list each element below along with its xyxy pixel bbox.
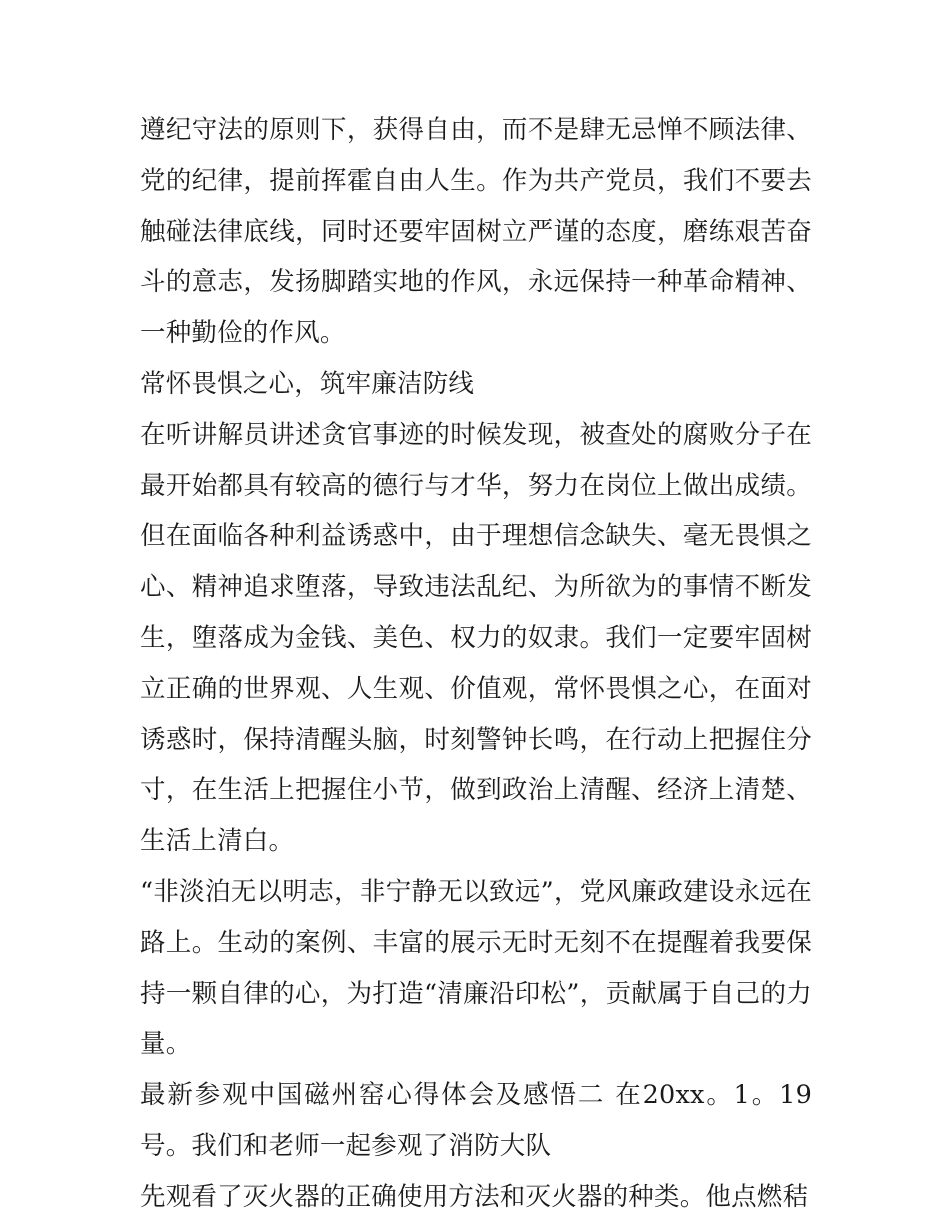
- paragraph-self-discipline: 遵纪守法的原则下，获得自由，而不是肆无忌惮不顾法律、党的纪律，提前挥霍自由人生。作为共产党员，我们不要去触碰法律底线，同时还要牢固树立严谨的态度，磨练艰苦奋斗的意志，发扬脚踏实地的作风，永远保持一种革命精神、一种勤俭的作风。: [140, 115, 812, 349]
- paragraph-corruption-lessons: 在听讲解员讲述贪官事迹的时候发现，被查处的腐败分子在最开始都具有较高的德行与才华，努力在岗位上做出成绩。但在面临各种利益诱惑中，由于理想信念缺失、毫无畏惧之心、精神追求堕落，导致违法乱纪、为所欲为的事情不断发生，堕落成为金钱、美色、权力的奴隶。我们一定要牢固树立正确的世界观、人生观、价值观，常怀畏惧之心，在面对诱惑时，保持清醒头脑，时刻警钟长鸣，在行动上把握住分寸，在生活上把握住小节，做到政治上清醒、经济上清楚、生活上清白。: [140, 419, 812, 857]
- document-body: [140, 105, 812, 1223]
- paragraph-fire-extinguisher: 先观看了灭火器的正确使用方法和灭火器的种类。他点燃秸: [140, 1181, 809, 1212]
- paragraph-second-essay-intro: 最新参观中国磁州窑心得体会及感悟二 在20xx。1。19号。我们和老师一起参观了消防大队: [140, 1080, 812, 1161]
- paragraph-quote-conclusion: “非淡泊无以明志，非宁静无以致远”，党风廉政建设永远在路上。生动的案例、丰富的展示无时无刻不在提醒着我要保持一颗自律的心，为打造“清廉沿印松”，贡献属于自己的力量。: [140, 876, 812, 1060]
- section-heading-integrity: 常怀畏惧之心，筑牢廉洁防线: [140, 368, 475, 399]
